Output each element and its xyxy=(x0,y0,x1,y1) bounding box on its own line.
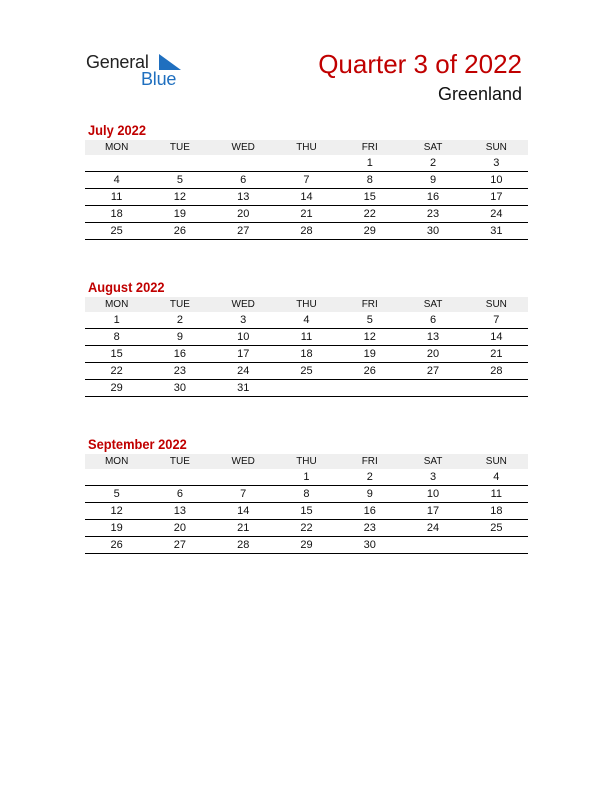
day-cell: 11 xyxy=(465,486,528,503)
day-cell: 15 xyxy=(85,346,148,363)
weekday-header: SAT xyxy=(401,454,464,469)
day-cell: 25 xyxy=(85,223,148,240)
day-cell xyxy=(148,469,211,486)
weekday-header: SUN xyxy=(465,454,528,469)
week-row xyxy=(85,469,528,486)
day-cell: 1 xyxy=(338,155,401,172)
month-calendar xyxy=(85,122,528,240)
weekday-header: FRI xyxy=(338,454,401,469)
day-cell xyxy=(85,155,148,172)
week-row xyxy=(85,363,528,380)
day-cell: 7 xyxy=(275,172,338,189)
week-row xyxy=(85,537,528,554)
week-row xyxy=(85,346,528,363)
country-name: Greenland xyxy=(437,84,522,104)
day-cell: 9 xyxy=(338,486,401,503)
week-row xyxy=(85,189,528,206)
weekday-header: WED xyxy=(212,140,275,155)
month-grid xyxy=(85,140,528,240)
day-cell: 10 xyxy=(212,329,275,346)
day-cell: 11 xyxy=(85,189,148,206)
day-cell: 8 xyxy=(338,172,401,189)
day-cell: 24 xyxy=(212,363,275,380)
day-cell: 1 xyxy=(275,469,338,486)
month-calendar xyxy=(85,279,528,397)
week-row xyxy=(85,380,528,397)
day-cell xyxy=(275,155,338,172)
day-cell xyxy=(465,380,528,397)
weekday-header: SUN xyxy=(465,140,528,155)
weekday-header: THU xyxy=(275,454,338,469)
weekday-header: TUE xyxy=(148,140,211,155)
day-cell: 21 xyxy=(212,520,275,537)
day-cell xyxy=(401,537,464,554)
day-cell: 15 xyxy=(338,189,401,206)
day-cell xyxy=(338,380,401,397)
day-cell: 14 xyxy=(465,329,528,346)
day-cell: 3 xyxy=(401,469,464,486)
month-grid xyxy=(85,297,528,397)
day-cell: 4 xyxy=(85,172,148,189)
day-cell: 5 xyxy=(148,172,211,189)
day-cell: 8 xyxy=(85,329,148,346)
day-cell: 30 xyxy=(148,380,211,397)
day-cell: 13 xyxy=(401,329,464,346)
day-cell: 23 xyxy=(401,206,464,223)
day-cell: 28 xyxy=(275,223,338,240)
weekday-header: FRI xyxy=(338,140,401,155)
day-cell: 24 xyxy=(465,206,528,223)
day-cell: 12 xyxy=(148,189,211,206)
weekday-header: MON xyxy=(85,297,148,312)
week-row xyxy=(85,520,528,537)
day-cell: 14 xyxy=(212,503,275,520)
day-cell: 26 xyxy=(148,223,211,240)
month-title: August 2022 xyxy=(88,279,165,295)
day-cell: 12 xyxy=(85,503,148,520)
day-cell: 9 xyxy=(148,329,211,346)
day-cell: 22 xyxy=(275,520,338,537)
day-cell: 28 xyxy=(212,537,275,554)
month-calendar xyxy=(85,436,528,554)
day-cell: 7 xyxy=(212,486,275,503)
day-cell: 3 xyxy=(465,155,528,172)
day-cell: 29 xyxy=(275,537,338,554)
day-cell: 21 xyxy=(275,206,338,223)
day-cell: 23 xyxy=(148,363,211,380)
day-cell: 13 xyxy=(212,189,275,206)
weekday-header-row xyxy=(85,297,528,312)
day-cell: 28 xyxy=(465,363,528,380)
day-cell: 4 xyxy=(465,469,528,486)
day-cell xyxy=(212,155,275,172)
week-row xyxy=(85,172,528,189)
day-cell xyxy=(401,380,464,397)
month-title: September 2022 xyxy=(88,436,187,452)
day-cell: 20 xyxy=(401,346,464,363)
day-cell: 18 xyxy=(275,346,338,363)
day-cell: 18 xyxy=(85,206,148,223)
day-cell: 27 xyxy=(401,363,464,380)
day-cell: 26 xyxy=(338,363,401,380)
day-cell: 24 xyxy=(401,520,464,537)
day-cell: 2 xyxy=(401,155,464,172)
day-cell: 15 xyxy=(275,503,338,520)
weekday-header: MON xyxy=(85,454,148,469)
day-cell: 5 xyxy=(338,312,401,329)
day-cell: 31 xyxy=(212,380,275,397)
day-cell: 9 xyxy=(401,172,464,189)
day-cell: 19 xyxy=(85,520,148,537)
day-cell: 6 xyxy=(148,486,211,503)
day-cell: 16 xyxy=(338,503,401,520)
day-cell xyxy=(148,155,211,172)
page-title: Quarter 3 of 2022 xyxy=(318,49,522,79)
day-cell: 4 xyxy=(275,312,338,329)
day-cell: 7 xyxy=(465,312,528,329)
day-cell: 22 xyxy=(85,363,148,380)
day-cell: 5 xyxy=(85,486,148,503)
day-cell xyxy=(85,469,148,486)
day-cell: 6 xyxy=(212,172,275,189)
day-cell xyxy=(275,380,338,397)
weekday-header: MON xyxy=(85,140,148,155)
day-cell: 2 xyxy=(338,469,401,486)
weekday-header: TUE xyxy=(148,454,211,469)
week-row xyxy=(85,206,528,223)
weekday-header: THU xyxy=(275,297,338,312)
day-cell: 17 xyxy=(401,503,464,520)
weekday-header: TUE xyxy=(148,297,211,312)
week-row xyxy=(85,155,528,172)
month-grid xyxy=(85,454,528,554)
week-row xyxy=(85,312,528,329)
logo-flag-icon xyxy=(159,54,181,70)
day-cell: 25 xyxy=(275,363,338,380)
week-row xyxy=(85,223,528,240)
day-cell: 17 xyxy=(465,189,528,206)
day-cell: 23 xyxy=(338,520,401,537)
generalblue-logo xyxy=(86,52,196,92)
day-cell: 6 xyxy=(401,312,464,329)
day-cell: 18 xyxy=(465,503,528,520)
week-row xyxy=(85,486,528,503)
weekday-header-row xyxy=(85,140,528,155)
day-cell: 19 xyxy=(338,346,401,363)
week-row xyxy=(85,503,528,520)
day-cell: 11 xyxy=(275,329,338,346)
day-cell: 26 xyxy=(85,537,148,554)
week-row xyxy=(85,329,528,346)
day-cell: 20 xyxy=(212,206,275,223)
weekday-header: WED xyxy=(212,454,275,469)
logo-text-general: General xyxy=(86,52,149,72)
day-cell xyxy=(212,469,275,486)
month-title: July 2022 xyxy=(88,122,147,138)
day-cell: 16 xyxy=(401,189,464,206)
day-cell: 13 xyxy=(148,503,211,520)
day-cell: 2 xyxy=(148,312,211,329)
day-cell: 19 xyxy=(148,206,211,223)
day-cell: 10 xyxy=(401,486,464,503)
weekday-header: THU xyxy=(275,140,338,155)
day-cell: 16 xyxy=(148,346,211,363)
day-cell: 3 xyxy=(212,312,275,329)
weekday-header: SUN xyxy=(465,297,528,312)
day-cell: 17 xyxy=(212,346,275,363)
day-cell: 14 xyxy=(275,189,338,206)
day-cell: 8 xyxy=(275,486,338,503)
logo-text-blue: Blue xyxy=(141,69,177,89)
weekday-header: WED xyxy=(212,297,275,312)
day-cell: 30 xyxy=(401,223,464,240)
day-cell: 29 xyxy=(338,223,401,240)
day-cell: 1 xyxy=(85,312,148,329)
day-cell: 25 xyxy=(465,520,528,537)
day-cell: 21 xyxy=(465,346,528,363)
weekday-header: FRI xyxy=(338,297,401,312)
day-cell: 31 xyxy=(465,223,528,240)
day-cell: 10 xyxy=(465,172,528,189)
weekday-header-row xyxy=(85,454,528,469)
day-cell: 20 xyxy=(148,520,211,537)
day-cell: 27 xyxy=(212,223,275,240)
day-cell: 22 xyxy=(338,206,401,223)
day-cell: 12 xyxy=(338,329,401,346)
day-cell xyxy=(465,537,528,554)
weekday-header: SAT xyxy=(401,297,464,312)
weekday-header: SAT xyxy=(401,140,464,155)
day-cell: 29 xyxy=(85,380,148,397)
day-cell: 30 xyxy=(338,537,401,554)
day-cell: 27 xyxy=(148,537,211,554)
